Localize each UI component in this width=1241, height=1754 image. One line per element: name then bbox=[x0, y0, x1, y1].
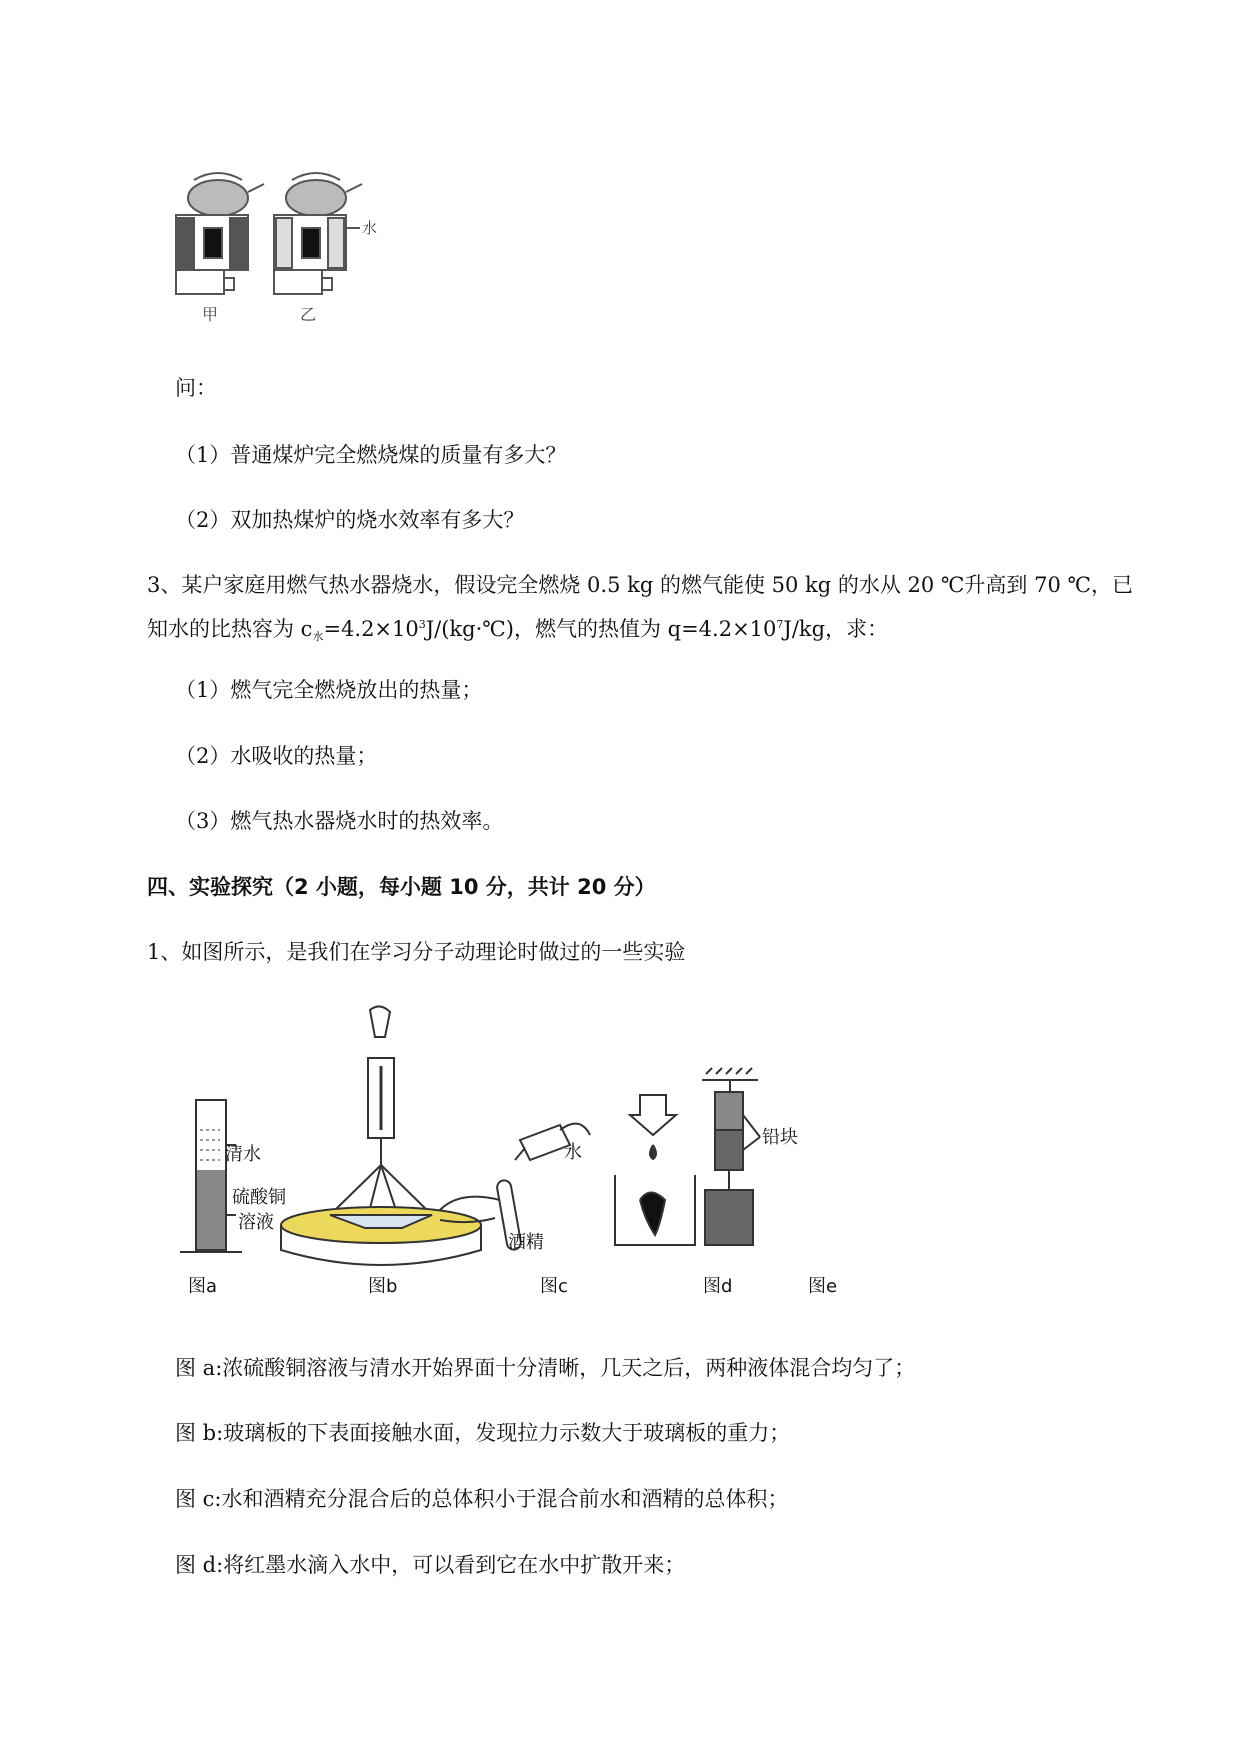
fig-c-label-alcohol: 酒精 bbox=[508, 1232, 544, 1253]
q3-part2: （2）水吸收的热量； bbox=[175, 744, 378, 768]
caption-e: 图e bbox=[808, 1276, 838, 1297]
stove-water-label: 水 bbox=[362, 219, 378, 237]
stove-label-left: 甲 bbox=[202, 305, 219, 324]
experiments-figure bbox=[170, 1000, 930, 1300]
stove-label-right: 乙 bbox=[300, 305, 317, 324]
fig-a-label-cu1: 硫酸铜 bbox=[232, 1187, 286, 1208]
stove-kettle-figure bbox=[170, 160, 410, 330]
subscript-water: 水 bbox=[312, 630, 324, 643]
description-d: 图 d:将红墨水滴入水中，可以看到它在水中扩散开来； bbox=[175, 1553, 686, 1577]
fig-e-lead-blocks bbox=[702, 1068, 760, 1245]
fig-a-cylinder bbox=[180, 1100, 242, 1252]
fig-a-label-water: 清水 bbox=[225, 1144, 261, 1165]
q2-part1: （1）普通煤炉完全燃烧煤的质量有多大？ bbox=[175, 443, 567, 467]
fig-d-ink-beaker bbox=[615, 1095, 695, 1245]
description-a: 图 a:浓硫酸铜溶液与清水开始界面十分清晰，几天之后，两种液体混合均匀了； bbox=[175, 1356, 916, 1380]
fig-e-label-lead: 铅块 bbox=[762, 1127, 798, 1148]
superscript-3: 3 bbox=[418, 618, 426, 631]
q2-part2: （2）双加热煤炉的烧水效率有多大？ bbox=[175, 508, 525, 532]
q3-line1: 3、某户家庭用燃气热水器烧水，假设完全燃烧 0.5 kg 的燃气能使 50 kg 的水从 20 ℃升高到 70 ℃，已 bbox=[147, 573, 1133, 597]
superscript-7: 7 bbox=[776, 618, 784, 631]
q3-part1: （1）燃气完全燃烧放出的热量； bbox=[175, 678, 483, 702]
caption-d: 图d bbox=[703, 1276, 733, 1297]
fig-b-spring-scale bbox=[281, 1006, 481, 1265]
fig-a-label-cu2: 溶液 bbox=[238, 1212, 274, 1233]
s4q1-intro: 1、如图所示，是我们在学习分子动理论时做过的一些实验 bbox=[147, 940, 686, 964]
caption-c: 图c bbox=[540, 1276, 568, 1297]
caption-a: 图a bbox=[188, 1276, 218, 1297]
section4-heading: 四、实验探究（2 小题，每小题 10 分，共计 20 分） bbox=[147, 875, 656, 899]
caption-b: 图b bbox=[368, 1276, 398, 1297]
q2-ask: 问： bbox=[175, 376, 217, 400]
q3-line2: 知水的比热容为 $c_水=4.2\times 10^3J/(kg\cdot℃)$，燃气的热值为 $q=4.2\times 10^7J/kg$，求： bbox=[147, 617, 889, 643]
q3-part3: （3）燃气热水器烧水时的热效率。 bbox=[175, 809, 504, 833]
fig-c-label-water: 水 bbox=[564, 1142, 582, 1163]
description-c: 图 c:水和酒精充分混合后的总体积小于混合前水和酒精的总体积； bbox=[175, 1487, 789, 1511]
description-b: 图 b:玻璃板的下表面接触水面，发现拉力示数大于玻璃板的重力； bbox=[175, 1421, 791, 1445]
